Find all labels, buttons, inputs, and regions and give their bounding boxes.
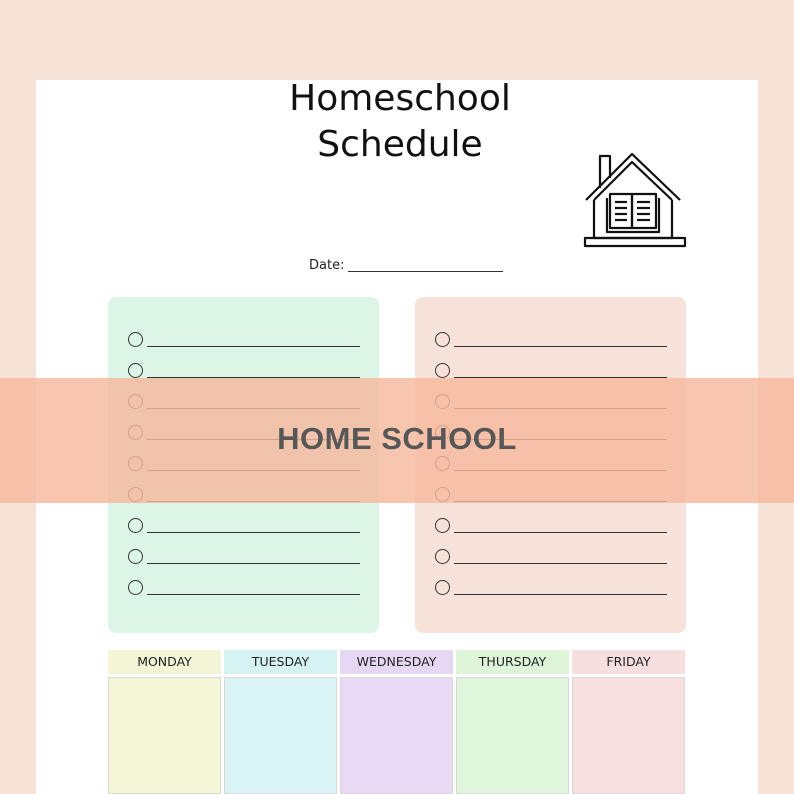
checklist-item[interactable]	[128, 580, 360, 600]
day-header: MONDAY	[108, 650, 221, 674]
day-notes-area[interactable]	[456, 677, 569, 794]
checklist-item[interactable]	[128, 549, 360, 569]
day-notes-area[interactable]	[108, 677, 221, 794]
checklist-item[interactable]	[435, 518, 667, 538]
checklist-item[interactable]	[435, 549, 667, 569]
day-header: TUESDAY	[224, 650, 337, 674]
checklist-line[interactable]	[454, 346, 667, 347]
checklist-line[interactable]	[454, 563, 667, 564]
day-column-tuesday	[224, 650, 337, 794]
day-header: WEDNESDAY	[340, 650, 453, 674]
title-line-2: Schedule	[317, 124, 483, 165]
date-field-line[interactable]	[348, 271, 503, 272]
checkbox-circle[interactable]	[435, 549, 450, 564]
checklist-item[interactable]	[128, 518, 360, 538]
day-notes-area[interactable]	[224, 677, 337, 794]
day-notes-area[interactable]	[572, 677, 685, 794]
checklist-item[interactable]	[435, 580, 667, 600]
checklist-line[interactable]	[147, 563, 360, 564]
day-column-friday	[572, 650, 685, 794]
checklist-line[interactable]	[147, 346, 360, 347]
day-header: FRIDAY	[572, 650, 685, 674]
day-column-wednesday	[340, 650, 453, 794]
checkbox-circle[interactable]	[435, 363, 450, 378]
checkbox-circle[interactable]	[128, 332, 143, 347]
day-column-thursday	[456, 650, 569, 794]
date-label: Date:	[309, 258, 345, 273]
checkbox-circle[interactable]	[128, 363, 143, 378]
checklist-line[interactable]	[454, 594, 667, 595]
house-with-book-icon	[580, 150, 690, 252]
day-column-monday	[108, 650, 221, 794]
day-notes-area[interactable]	[340, 677, 453, 794]
page-title	[250, 76, 550, 168]
checkbox-circle[interactable]	[435, 332, 450, 347]
overlay-banner-text: HOME SCHOOL	[277, 421, 517, 456]
checklist-item[interactable]	[435, 332, 667, 352]
day-header: THURSDAY	[456, 650, 569, 674]
checkbox-circle[interactable]	[435, 580, 450, 595]
checklist-line[interactable]	[147, 532, 360, 533]
checklist-line[interactable]	[147, 594, 360, 595]
checkbox-circle[interactable]	[128, 518, 143, 533]
checkbox-circle[interactable]	[128, 580, 143, 595]
checkbox-circle[interactable]	[128, 549, 143, 564]
checkbox-circle[interactable]	[435, 518, 450, 533]
checklist-item[interactable]	[128, 332, 360, 352]
title-line-1: Homeschool	[289, 78, 511, 119]
checklist-line[interactable]	[454, 532, 667, 533]
